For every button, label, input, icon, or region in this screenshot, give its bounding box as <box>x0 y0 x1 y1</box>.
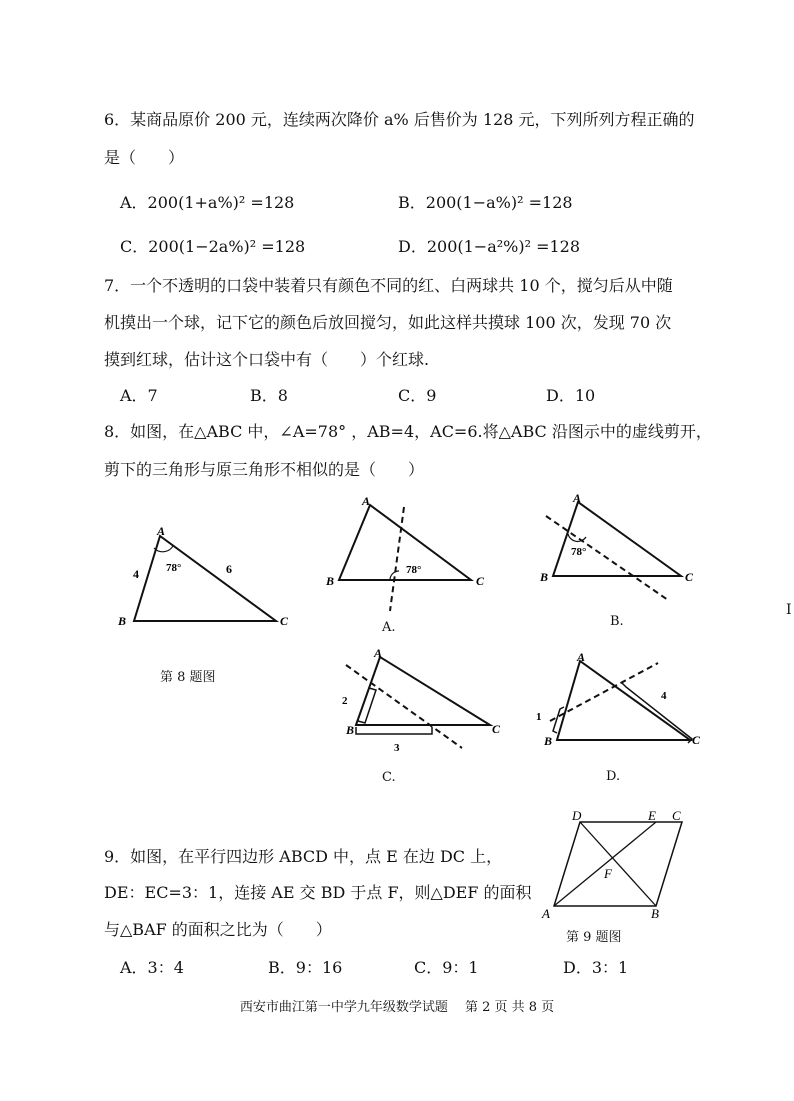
q9-option-a: A．3：4 <box>120 958 184 977</box>
point-c-label: C <box>672 808 681 823</box>
vertex-a-label: A <box>573 491 582 505</box>
q8-option-b-figure <box>530 490 710 610</box>
q9-option-d: D．3：1 <box>563 958 629 977</box>
angle-arc <box>568 534 586 541</box>
q7-option-d: D．10 <box>546 386 596 405</box>
vertex-a-label: A <box>577 650 586 664</box>
cut-line <box>546 516 668 600</box>
mark-left-label: 2 <box>342 695 348 707</box>
point-a-label: A <box>542 906 550 921</box>
q8-option-c-figure <box>338 645 518 765</box>
margin-mark: I <box>786 602 792 618</box>
vertex-b-label: B <box>544 734 553 748</box>
vertex-c-label: C <box>280 614 289 628</box>
mark-left-label: 1 <box>536 711 542 723</box>
q6-option-a: A．200(1+a%)² =128 <box>120 193 295 212</box>
vertex-c-label: C <box>692 733 701 747</box>
q8-option-d-label: D. <box>606 769 621 784</box>
q8-stem-line2: 剪下的三角形与原三角形不相似的是（ ） <box>104 460 425 479</box>
q7-option-b: B．8 <box>250 386 288 405</box>
q8-figure-caption: 第 8 题图 <box>160 670 216 685</box>
q6-stem-line1: 6．某商品原价 200 元，连续两次降价 a% 后售价为 128 元，下列所列方程正确的 <box>104 110 695 129</box>
side-ac-label: 6 <box>226 562 232 576</box>
vertex-a-label: A <box>157 524 166 538</box>
vertex-c-label: C <box>492 722 501 736</box>
q9-option-c: C．9：1 <box>414 958 479 977</box>
q9-stem-line1: 9．如图，在平行四边形 ABCD 中，点 E 在边 DC 上， <box>104 847 503 866</box>
q8-main-figure <box>110 520 300 640</box>
q9-stem-line2: DE：EC=3：1，连接 AE 交 BD 于点 F，则△DEF 的面积 <box>104 883 532 902</box>
vertex-a-label: A <box>374 646 383 660</box>
triangle-abc <box>553 502 681 576</box>
point-d-label: D <box>572 808 582 823</box>
point-b-label: B <box>651 906 659 921</box>
vertex-b-label: B <box>118 614 127 628</box>
q8-option-d-figure <box>530 645 710 765</box>
q7-stem-line3: 摸到红球，估计这个口袋中有（ ）个红球. <box>104 350 430 369</box>
angle-label: 78° <box>406 564 422 576</box>
q6-option-b: B．200(1−a%)² =128 <box>398 193 573 212</box>
q6-option-c: C．200(1−2a%)² =128 <box>120 237 306 256</box>
side-mark-bottom <box>356 727 432 734</box>
vertex-c-label: C <box>685 570 694 584</box>
triangle-abc <box>557 661 690 740</box>
vertex-b-label: B <box>346 723 355 737</box>
page-footer: 西安市曲江第一中学九年级数学试题 第 2 页 共 8 页 <box>239 1000 555 1015</box>
q7-stem-line1: 7．一个不透明的口袋中装着只有颜色不同的红、白两球共 10 个，搅匀后从中随 <box>104 276 673 295</box>
segment-ae <box>554 822 656 906</box>
diagonal-bd <box>580 822 656 906</box>
q9-option-b: B．9：16 <box>268 958 343 977</box>
q6-stem-line2: 是（ ） <box>104 148 185 167</box>
q8-option-b-label: B. <box>610 614 624 629</box>
side-ab-label: 4 <box>133 567 139 581</box>
q8-option-c-label: C. <box>382 770 396 785</box>
q8-option-a-figure <box>320 493 500 613</box>
vertex-b-label: B <box>540 570 549 584</box>
q8-option-a-label: A. <box>382 620 396 635</box>
angle-label: 78° <box>571 546 587 558</box>
q9-figure-caption: 第 9 题图 <box>566 930 622 945</box>
mark-right-label: 4 <box>661 690 667 702</box>
q6-option-d: D．200(1−a²%)² =128 <box>398 237 581 256</box>
q7-option-c: C．9 <box>398 386 437 405</box>
vertex-c-label: C <box>476 574 485 588</box>
point-f-label: F <box>604 866 612 881</box>
q8-stem-line1: 8．如图，在△ABC 中，∠A=78° ，AB=4，AC=6.将△ABC 沿图示中的虚线剪开， <box>104 422 712 441</box>
vertex-a-label: A <box>362 494 371 508</box>
mark-bottom-label: 3 <box>394 742 400 754</box>
q7-stem-line2: 机摸出一个球，记下它的颜色后放回搅匀，如此这样共摸球 100 次，发现 70 次 <box>104 313 672 332</box>
triangle-abc <box>339 505 471 580</box>
cut-line <box>550 663 658 721</box>
point-e-label: E <box>648 808 656 823</box>
q9-stem-line3: 与△BAF 的面积之比为（ ） <box>104 920 332 939</box>
vertex-b-label: B <box>326 574 335 588</box>
q7-option-a: A．7 <box>120 386 158 405</box>
angle-label: 78° <box>166 562 182 574</box>
q9-figure <box>536 800 696 925</box>
